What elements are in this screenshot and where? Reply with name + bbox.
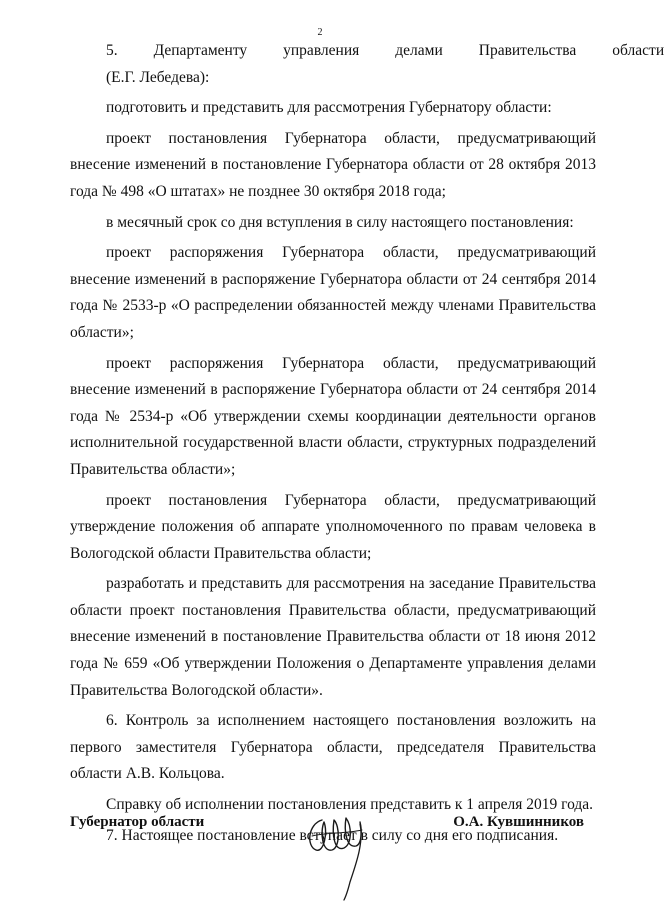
paragraph-project-ombudsman: проект постановления Губернатора области, предусматривающий утверждение положения об аппарате уполномоченного по правам человека в Вологодской области Правительства области; <box>70 491 596 562</box>
signatory-title: Губернатор области <box>70 814 205 830</box>
item5-heading-word: 5. <box>106 42 118 59</box>
handwritten-signature <box>300 802 390 902</box>
item5-heading-continuation: (Е.Г. Лебедева): <box>106 68 210 86</box>
item5-heading-word: области <box>612 42 664 59</box>
item5-heading-word: Правительства <box>478 42 577 59</box>
item5-heading-word: делами <box>395 42 443 59</box>
signatory-name: О.А. Кувшинников <box>453 814 584 830</box>
item5-heading-word: Департаменту <box>153 42 248 59</box>
page-number: 2 <box>317 27 323 38</box>
paragraph-project-2533: проект распоряжения Губернатора области, предусматривающий внесение изменений в распоряжение Губернатора области от 24 сентября 2014 года № 2533-р «О распределении обязанностей между членами Правительства области»; <box>70 244 596 341</box>
paragraph-effect: 7. Настоящее постановление вступает в силу со дня его подписания. <box>106 826 559 844</box>
paragraph-develop-government: разработать и представить для рассмотрения на заседание Правительства области проект постановления Правительства области, предусматривающий внесение изменений в постановление Правительства области от 18 июня 2012 года № 659 «Об утверждении Положения о Департаменте управления делами Правительства Вологодской области». <box>70 575 596 699</box>
paragraph-control: 6. Контроль за исполнением настоящего постановления возложить на первого заместителя Губернатора области, председателя Правительства области А.В. Кольцова. <box>70 712 596 783</box>
paragraph-project-2534: проект распоряжения Губернатора области, предусматривающий внесение изменений в распоряжение Губернатора области от 24 сентября 2014 года № 2534-р «Об утверждении схемы координации деятельности органов исполнительной государственной власти области, структурных подразделений Правительства области»; <box>70 354 596 478</box>
document-body <box>70 38 664 849</box>
paragraph-prepare-governor: подготовить и представить для рассмотрения Губернатору области: <box>106 99 552 117</box>
item5-heading-word: управления <box>283 42 360 59</box>
paragraph-project-shtaty: проект постановления Губернатора области, предусматривающий внесение изменений в постановление Губернатора области от 28 октября 2013 года № 498 «О штатах» не позднее 30 октября 2018 года; <box>70 129 596 200</box>
item5-heading <box>70 38 664 65</box>
paragraph-report: Справку об исполнении постановления представить к 1 апреля 2019 года. <box>106 796 594 814</box>
paragraph-month-term: в месячный срок со дня вступления в силу настоящего постановления: <box>106 213 574 231</box>
